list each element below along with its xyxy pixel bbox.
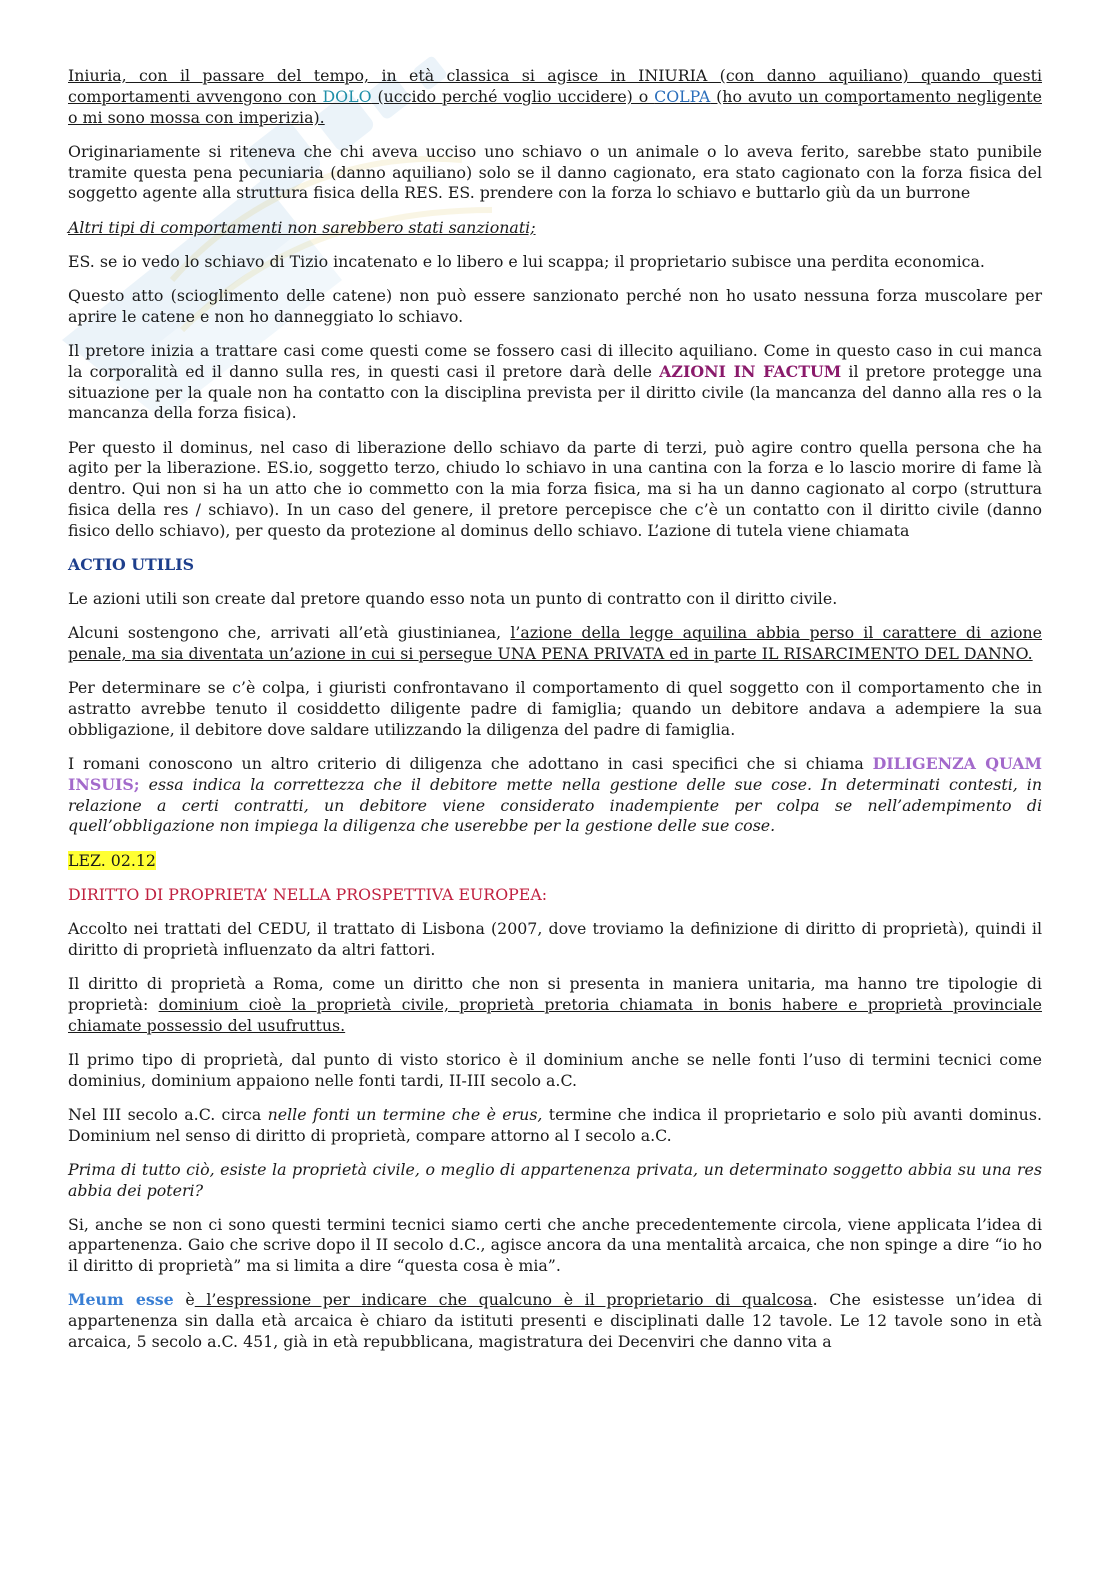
text-run: è [173,1290,195,1310]
term-dolo: DOLO [322,86,372,106]
paragraph-questo-atto: Questo atto (scioglimento delle catene) non può essere sanzionato perché non ho usato nessuna forza muscolare per aprire le catene e non ho danneggiato lo schiavo. [68,285,1042,326]
text-run: termine che indica il proprietario e solo più avanti dominus. Dominium nel senso di diritto di proprietà, compare attorno al I secolo a.C. [68,1104,1042,1145]
text-run: Il diritto di proprietà a Roma, come un diritto che non si presenta in maniera unitaria, ma hanno tre tipologie di proprietà: [68,973,1042,1014]
lesson-date [68,851,1042,872]
paragraph-iniuria [68,66,1042,128]
text-run: . Che esistesse un’idea di appartenenza sin dalla età arcaica è chiaro da istituti presenti e disciplinati dalle 12 tavole. Le 12 tavole sono in età arcaica, 5 secolo a.C. 451, già in età repubblicana, magistratura dei Decenviri che danno vita a [68,1290,1043,1352]
paragraph-meum-esse [68,1290,1042,1352]
text-run: Alcuni sostengono che, arrivati all’età giustinianea, [68,623,511,643]
term-meum-esse: Meum esse [68,1290,174,1310]
highlighted-lesson-label: LEZ. 02.12 [68,850,156,870]
paragraph-colpa: Per determinare se c’è colpa, i giuristi confrontavano il comportamento di quel soggetto con il comportamento che in astratto avrebbe tenuto il cosiddetto diligente padre di famiglia; quando un debitore andava a adempiere la sua obbligazione, il debitore dove saldare utilizzando la diligenza del padre di famiglia. [68,678,1042,739]
term-azioni-in-factum: AZIONI IN FACTUM [659,361,842,381]
paragraph-gaio: Si, anche se non ci sono questi termini tecnici siamo certi che anche precedentemente circola, viene applicata l’idea di appartenenza. Gaio che scrive dopo il II secolo d.C., agisce ancora da una mentalità arcaica, che non spinge a dire “io ho il diritto di proprietà” ma si limita a dire “questa cosa è mia”. [68,1214,1042,1276]
paragraph-originariamente: Originariamente si riteneva che chi aveva ucciso uno schiavo o un animale o lo aveva ferito, sarebbe stato punibile tramite questa pena pecuniaria (danno aquiliano) solo se il danno cagionato, era stato cagionato con la forza fisica del soggetto agente alla struttura fisica della RES. ES. prendere con la forza lo schiavo e buttarlo giù da un burrone [68,141,1042,203]
text-run: I romani conoscono un altro criterio di diligenza che adottano in casi specifici che si chiama [68,754,873,774]
text-run: (uccido perché voglio uccidere) o [371,86,655,106]
text-run-underlined: dominium cioè la proprietà civile, proprietà pretoria chiamata in bonis habere e proprietà provinciale chiamate possessio del usufruttus. [68,994,1042,1035]
term-diligenza-quam-insuis: DILIGENZA QUAM INSUIS; [68,754,1043,794]
paragraph-esempio-schiavo: ES. se io vedo lo schiavo di Tizio incatenato e lo libero e lui scappa; il proprietario subisce una perdita economica. [68,251,985,271]
text-run: Nel III secolo a.C. circa [68,1104,268,1124]
text-run-italic: essa indica la correttezza che il debitore mette nella gestione delle sue cose. In determinati contesti, in relazione a certi contratti, un debitore viene considerato inadempiente per colpa se nell’adempimento di quell’obbligazione non impiega la diligenza che userebbe per la gestione delle sue cose. [68,774,1042,836]
paragraph-dominium: Il primo tipo di proprietà, dal punto di visto storico è il dominium anche se nelle fonti l’uso di termini tecnici come dominius, dominium appaiono nelle fonti tardi, II-III secolo a.C. [68,1049,1042,1090]
text-run-underlined: l’espressione per indicare che qualcuno è il proprietario di qualcosa [194,1290,813,1310]
paragraph-cedu: Accolto nei trattati del CEDU, il trattato di Lisbona (2007, dove troviamo la definizione di diritto di proprietà), quindi il diritto di proprietà influenzato da altri fattori. [68,918,1042,959]
heading-diritto-proprieta: DIRITTO DI PROPRIETA’ NELLA PROSPETTIVA EUROPEA: [68,884,548,904]
paragraph-erus [68,1105,1042,1147]
paragraph-question: Prima di tutto ciò, esiste la proprietà civile, o meglio di appartenenza privata, un determinato soggetto abbia su una res abbia dei poteri? [68,1159,1042,1200]
text-run: Iniuria, con il passare del tempo, in età classica si agisce in INIURIA (con danno aquiliano) quando questi comportamenti avvengono con [68,66,1042,106]
paragraph-azioni-utili: Le azioni utili son create dal pretore quando esso nota un punto di contratto con il diritto civile. [68,589,838,609]
document-page [68,66,1042,1366]
heading-actio-utilis: ACTIO UTILIS [68,554,195,574]
paragraph-giustinianea [68,623,1042,665]
text-run-italic: nelle fonti un termine che è erus, [267,1104,543,1124]
paragraph-diligenza [68,754,1042,837]
text-run: Il pretore inizia a trattare casi come questi come se fossero casi di illecito aquiliano. Come in questo caso in cui manca la corporalità ed il danno sulla res, in questi casi il pretore darà delle [68,340,1042,381]
paragraph-altri-tipi: Altri tipi di comportamenti non sarebbero stati sanzionati; [68,217,536,237]
text-run: il pretore protegge una situazione per la quale non ha contatto con la disciplina prevista per il diritto civile (la mancanza del danno alla res o la mancanza della forza fisica). [68,361,1043,423]
text-run-underlined: l’azione della legge aquilina abbia perso il carattere di azione penale, ma sia diventata un’azione in cui si persegue UNA PENA PRIVATA ed in parte IL RISARCIMENTO DEL DANNO. [68,623,1042,664]
paragraph-pretore [68,341,1042,424]
paragraph-tipologie [68,974,1042,1036]
paragraph-dominus: Per questo il dominus, nel caso di liberazione dello schiavo da parte di terzi, può agire contro quella persona che ha agito per la liberazione. ES.io, soggetto terzo, chiudo lo schiavo in una cantina con la forza e lo lascio morire di fame là dentro. Qui non si ha un atto che io commetto con la mia forza fisica, ma si ha un danno cagionato al corpo (struttura fisica della res / schiavo). In un caso del genere, il pretore percepisce che c’è un contatto con il diritto civile (danno fisico dello schiavo), per questo da protezione al dominus dello schiavo. L’azione di tutela viene chiamata [68,437,1042,540]
term-colpa: COLPA [654,86,711,106]
text-run: (ho avuto un comportamento negligente o mi sono mossa con imperizia). [68,86,1042,127]
